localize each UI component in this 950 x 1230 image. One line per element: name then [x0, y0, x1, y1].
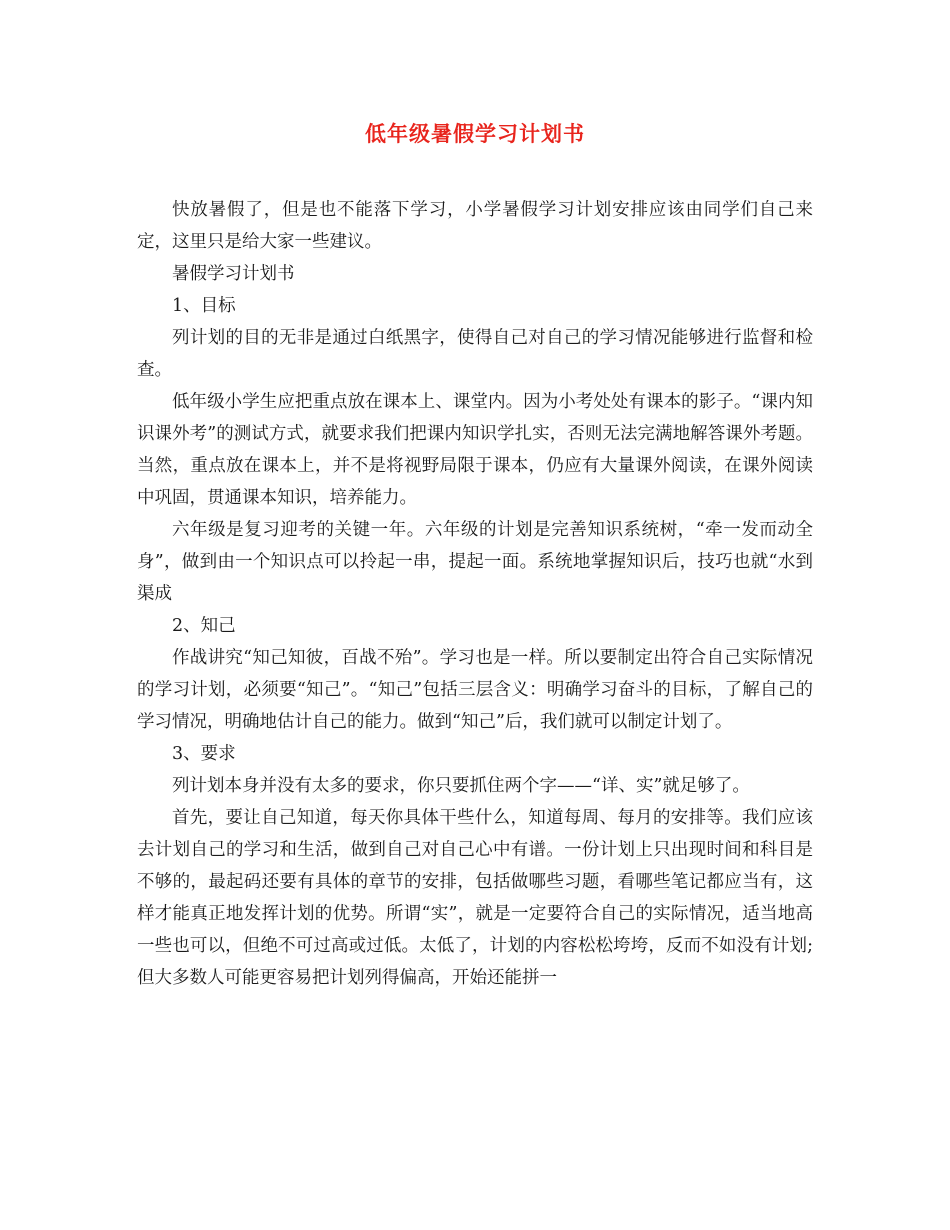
document-body — [137, 194, 813, 994]
paragraph-intro: 快放暑假了，但是也不能落下学习，小学暑假学习计划安排应该由同学们自己来定，这里只是给大家一些建议。 — [137, 200, 813, 252]
paragraph-goal-sixth-grade: 六年级是复习迎考的关键一年。六年级的计划是完善知识系统树，“牵一发而动全身”，做到由一个知识点可以拎起一串，提起一面。系统地掌握知识后，技巧也就“水到渠成 — [137, 520, 813, 604]
paragraph-know-yourself: 作战讲究“知己知彼，百战不殆”。学习也是一样。所以要制定出符合自己实际情况的学习计划，必须要“知己”。“知己”包括三层含义：明确学习奋斗的目标，了解自己的学习情况，明确地估计自己的能力。做到“知己”后，我们就可以制定计划了。 — [137, 648, 813, 732]
paragraph-heading-plan: 暑假学习计划书 — [172, 264, 295, 284]
section-heading-goal: 1、目标 — [172, 296, 236, 316]
paragraph-requirements-summary: 列计划本身并没有太多的要求，你只要抓住两个字——“详、实”就足够了。 — [172, 776, 750, 796]
paragraph-goal-purpose: 列计划的目的无非是通过白纸黑字，使得自己对自己的学习情况能够进行监督和检查。 — [137, 328, 813, 380]
section-heading-know-yourself: 2、知己 — [172, 616, 236, 636]
document-title: 低年级暑假学习计划书 — [365, 121, 585, 146]
paragraph-requirements-detail: 首先，要让自己知道，每天你具体干些什么，知道每周、每月的安排等。我们应该去计划自己的学习和生活，做到自己对自己心中有谱。一份计划上只出现时间和科目是不够的，最起码还要有具体的章节的安排，包括做哪些习题，看哪些笔记都应当有，这样才能真正地发挥计划的优势。所谓“实”，就是一定要符合自己的实际情况，适当地高一些也可以，但绝不可过高或过低。太低了，计划的内容松松垮垮，反而不如没有计划;但大多数人可能更容易把计划列得偏高，开始还能拼一 — [137, 808, 813, 988]
section-heading-requirements: 3、要求 — [172, 744, 236, 764]
paragraph-goal-lower-grade: 低年级小学生应把重点放在课本上、课堂内。因为小考处处有课本的影子。“课内知识课外考”的测试方式，就要求我们把课内知识学扎实，否则无法完满地解答课外考题。当然，重点放在课本上，并不是将视野局限于课本，仍应有大量课外阅读，在课外阅读中巩固，贯通课本知识，培养能力。 — [137, 392, 813, 508]
